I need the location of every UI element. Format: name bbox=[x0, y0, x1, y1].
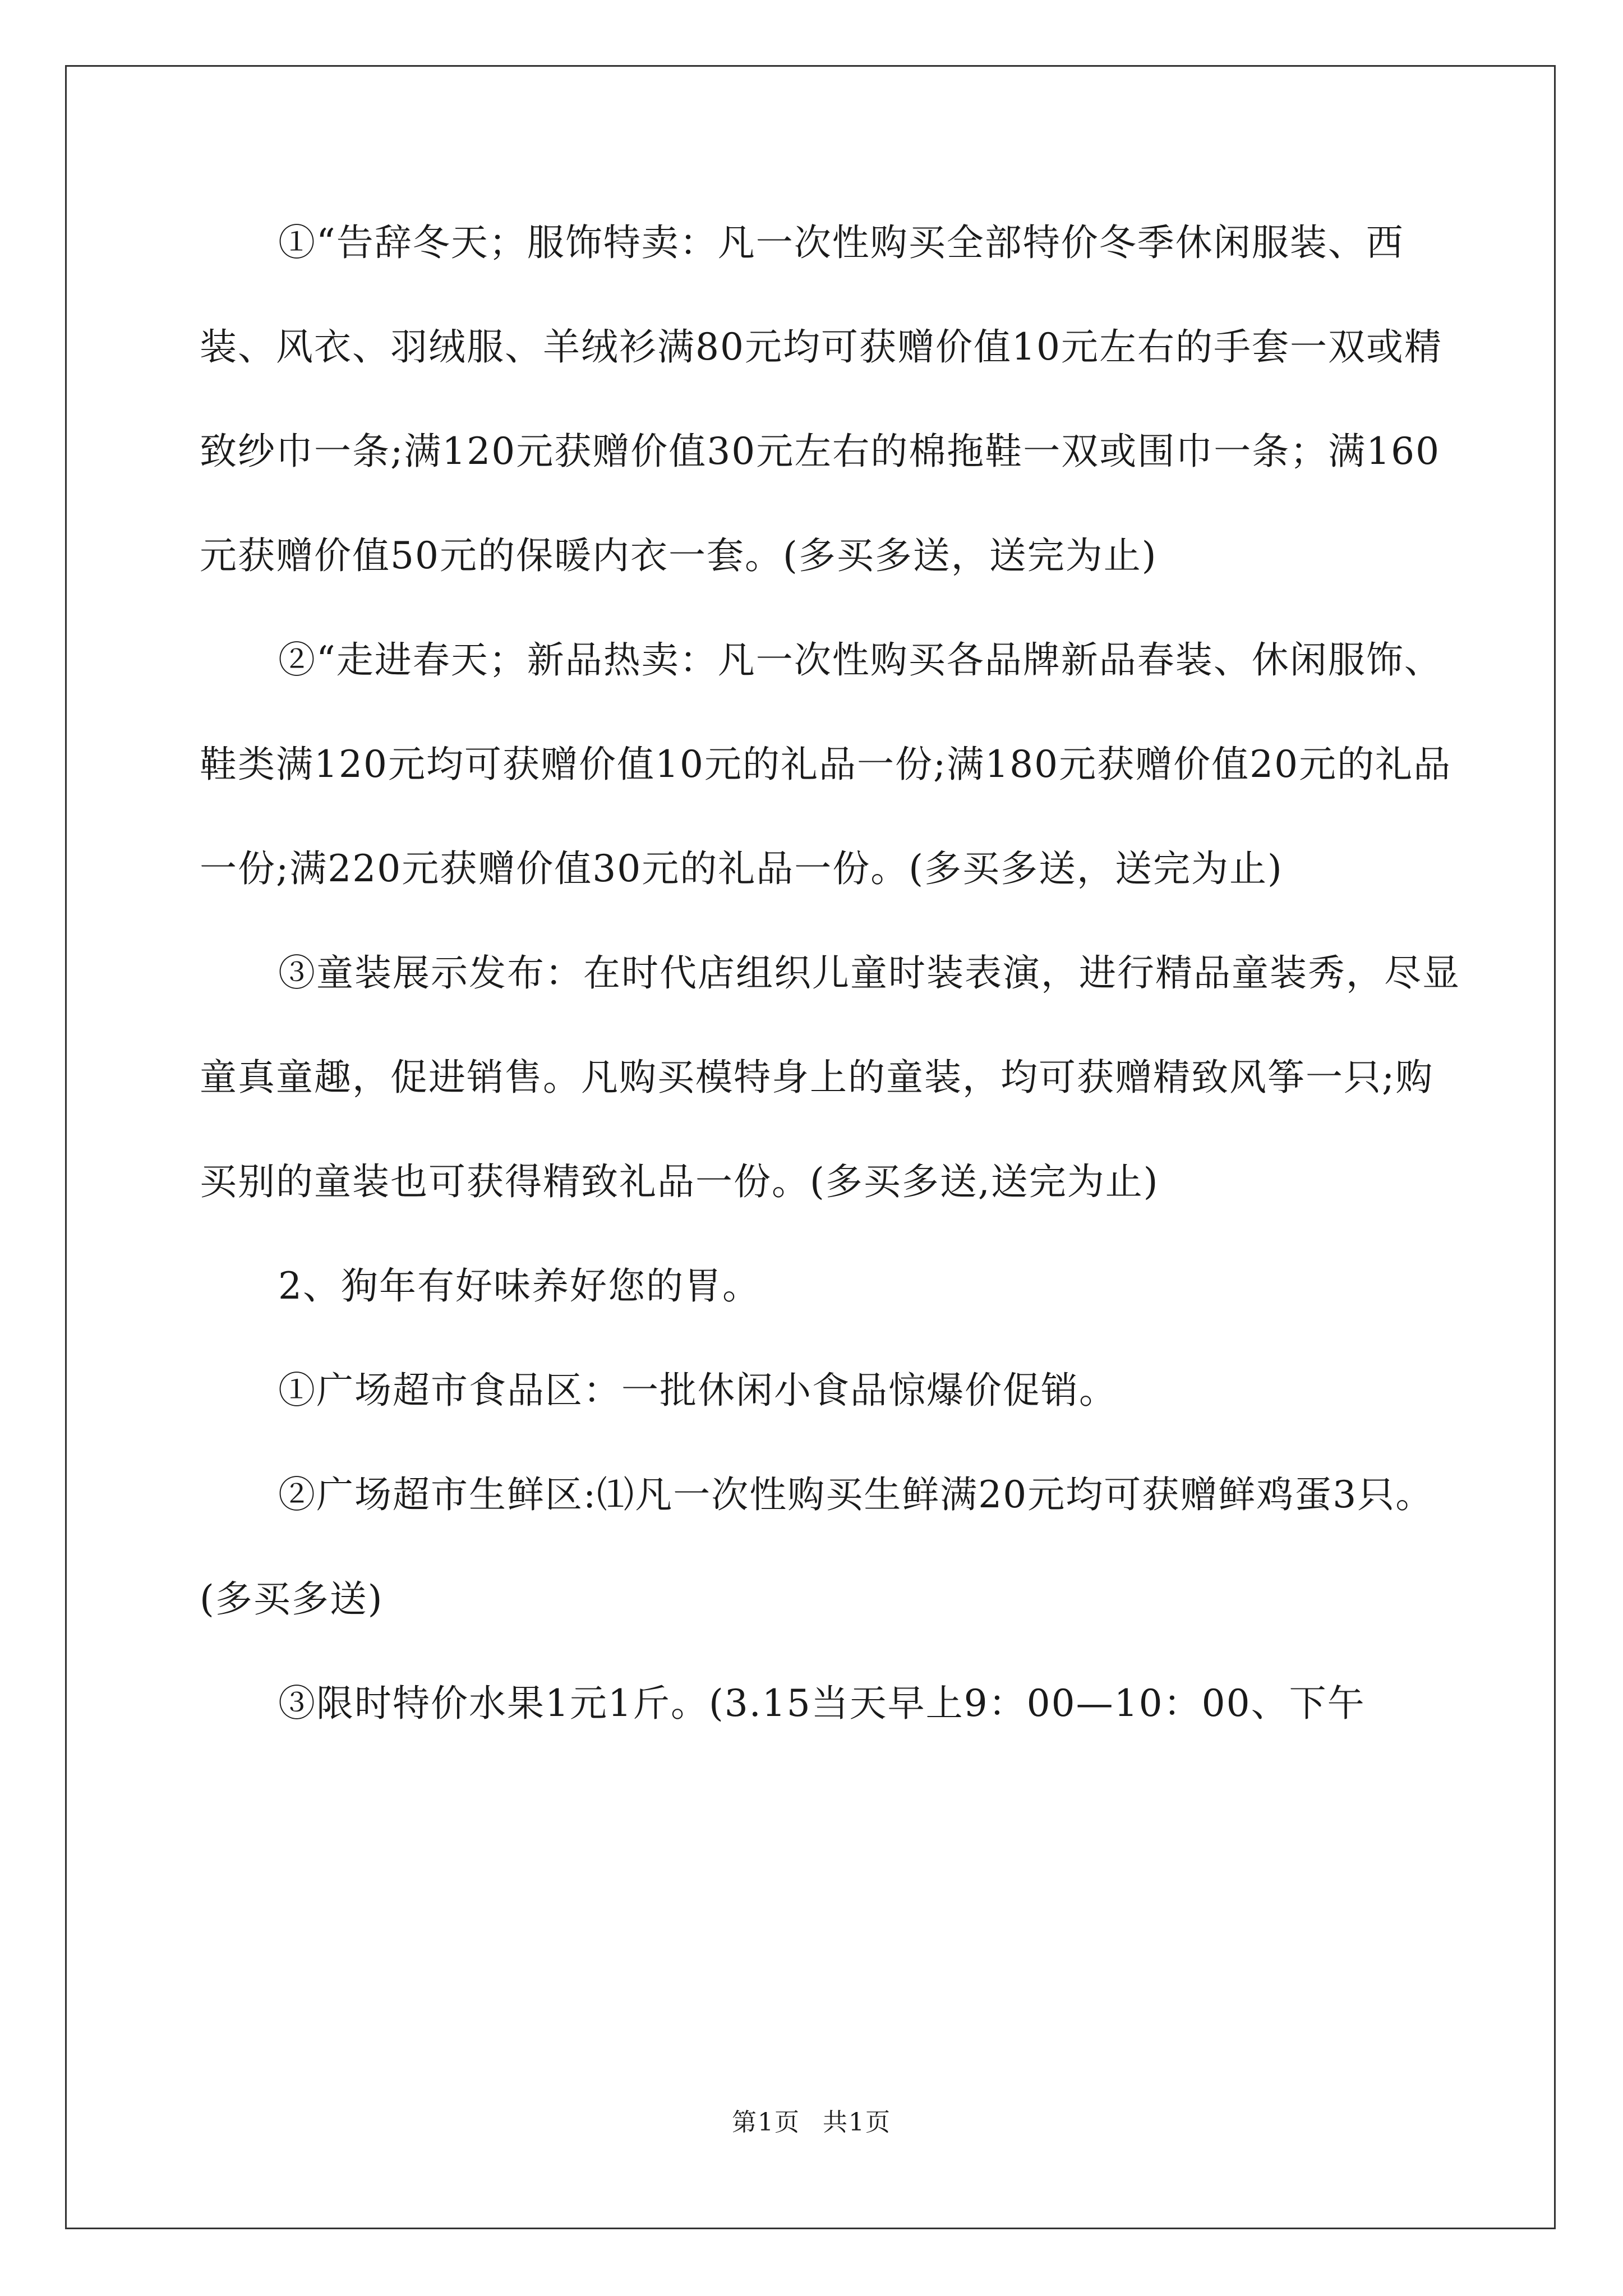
page-number: 第1页 bbox=[732, 2108, 800, 2137]
paragraph-spring-sale: ②“走进春天；新品热卖：凡一次性购买各品牌新品春装、休闲服饰、鞋类满120元均可获赠价值10元的礼品一份;满180元获赠价值20元的礼品一份;满220元获赠价值30元的礼品一份。(多买多送，送完为止) bbox=[200, 638, 1452, 890]
paragraph-fruit-special: ③限时特价水果1元1斤。(3.15当天早上9：00—10：00、下午 bbox=[278, 1682, 1366, 1725]
paragraph-food-area: ①广场超市食品区：一批休闲小食品惊爆价促销。 bbox=[278, 1369, 1117, 1412]
paragraph-winter-sale: ①“告辞冬天；服饰特卖：凡一次性购买全部特价冬季休闲服装、西装、风衣、羽绒服、羊绒衫满80元均可获赠价值10元左右的手套一双或精致纱巾一条;满120元获赠价值30元左右的棉拖鞋一双或围巾一条；满160元获赠价值50元的保暖内衣一套。(多买多送，送完为止) bbox=[200, 221, 1442, 577]
paragraph-kids-fashion: ③童装展示发布：在时代店组织儿童时装表演，进行精品童装秀，尽显童真童趣，促进销售。凡购买模特身上的童装，均可获赠精致风筝一只;购买别的童装也可获得精致礼品一份。(多买多送,送完为止) bbox=[200, 951, 1460, 1203]
paragraph-fresh-area: ②广场超市生鲜区:⑴凡一次性购买生鲜满20元均可获赠鲜鸡蛋3只。(多买多送) bbox=[200, 1473, 1434, 1621]
page-footer bbox=[0, 2106, 1623, 2139]
paragraph-section-2-heading: 2、狗年有好味养好您的胃。 bbox=[278, 1264, 760, 1308]
page-total: 共1页 bbox=[823, 2108, 891, 2137]
document-body bbox=[200, 191, 1467, 1756]
